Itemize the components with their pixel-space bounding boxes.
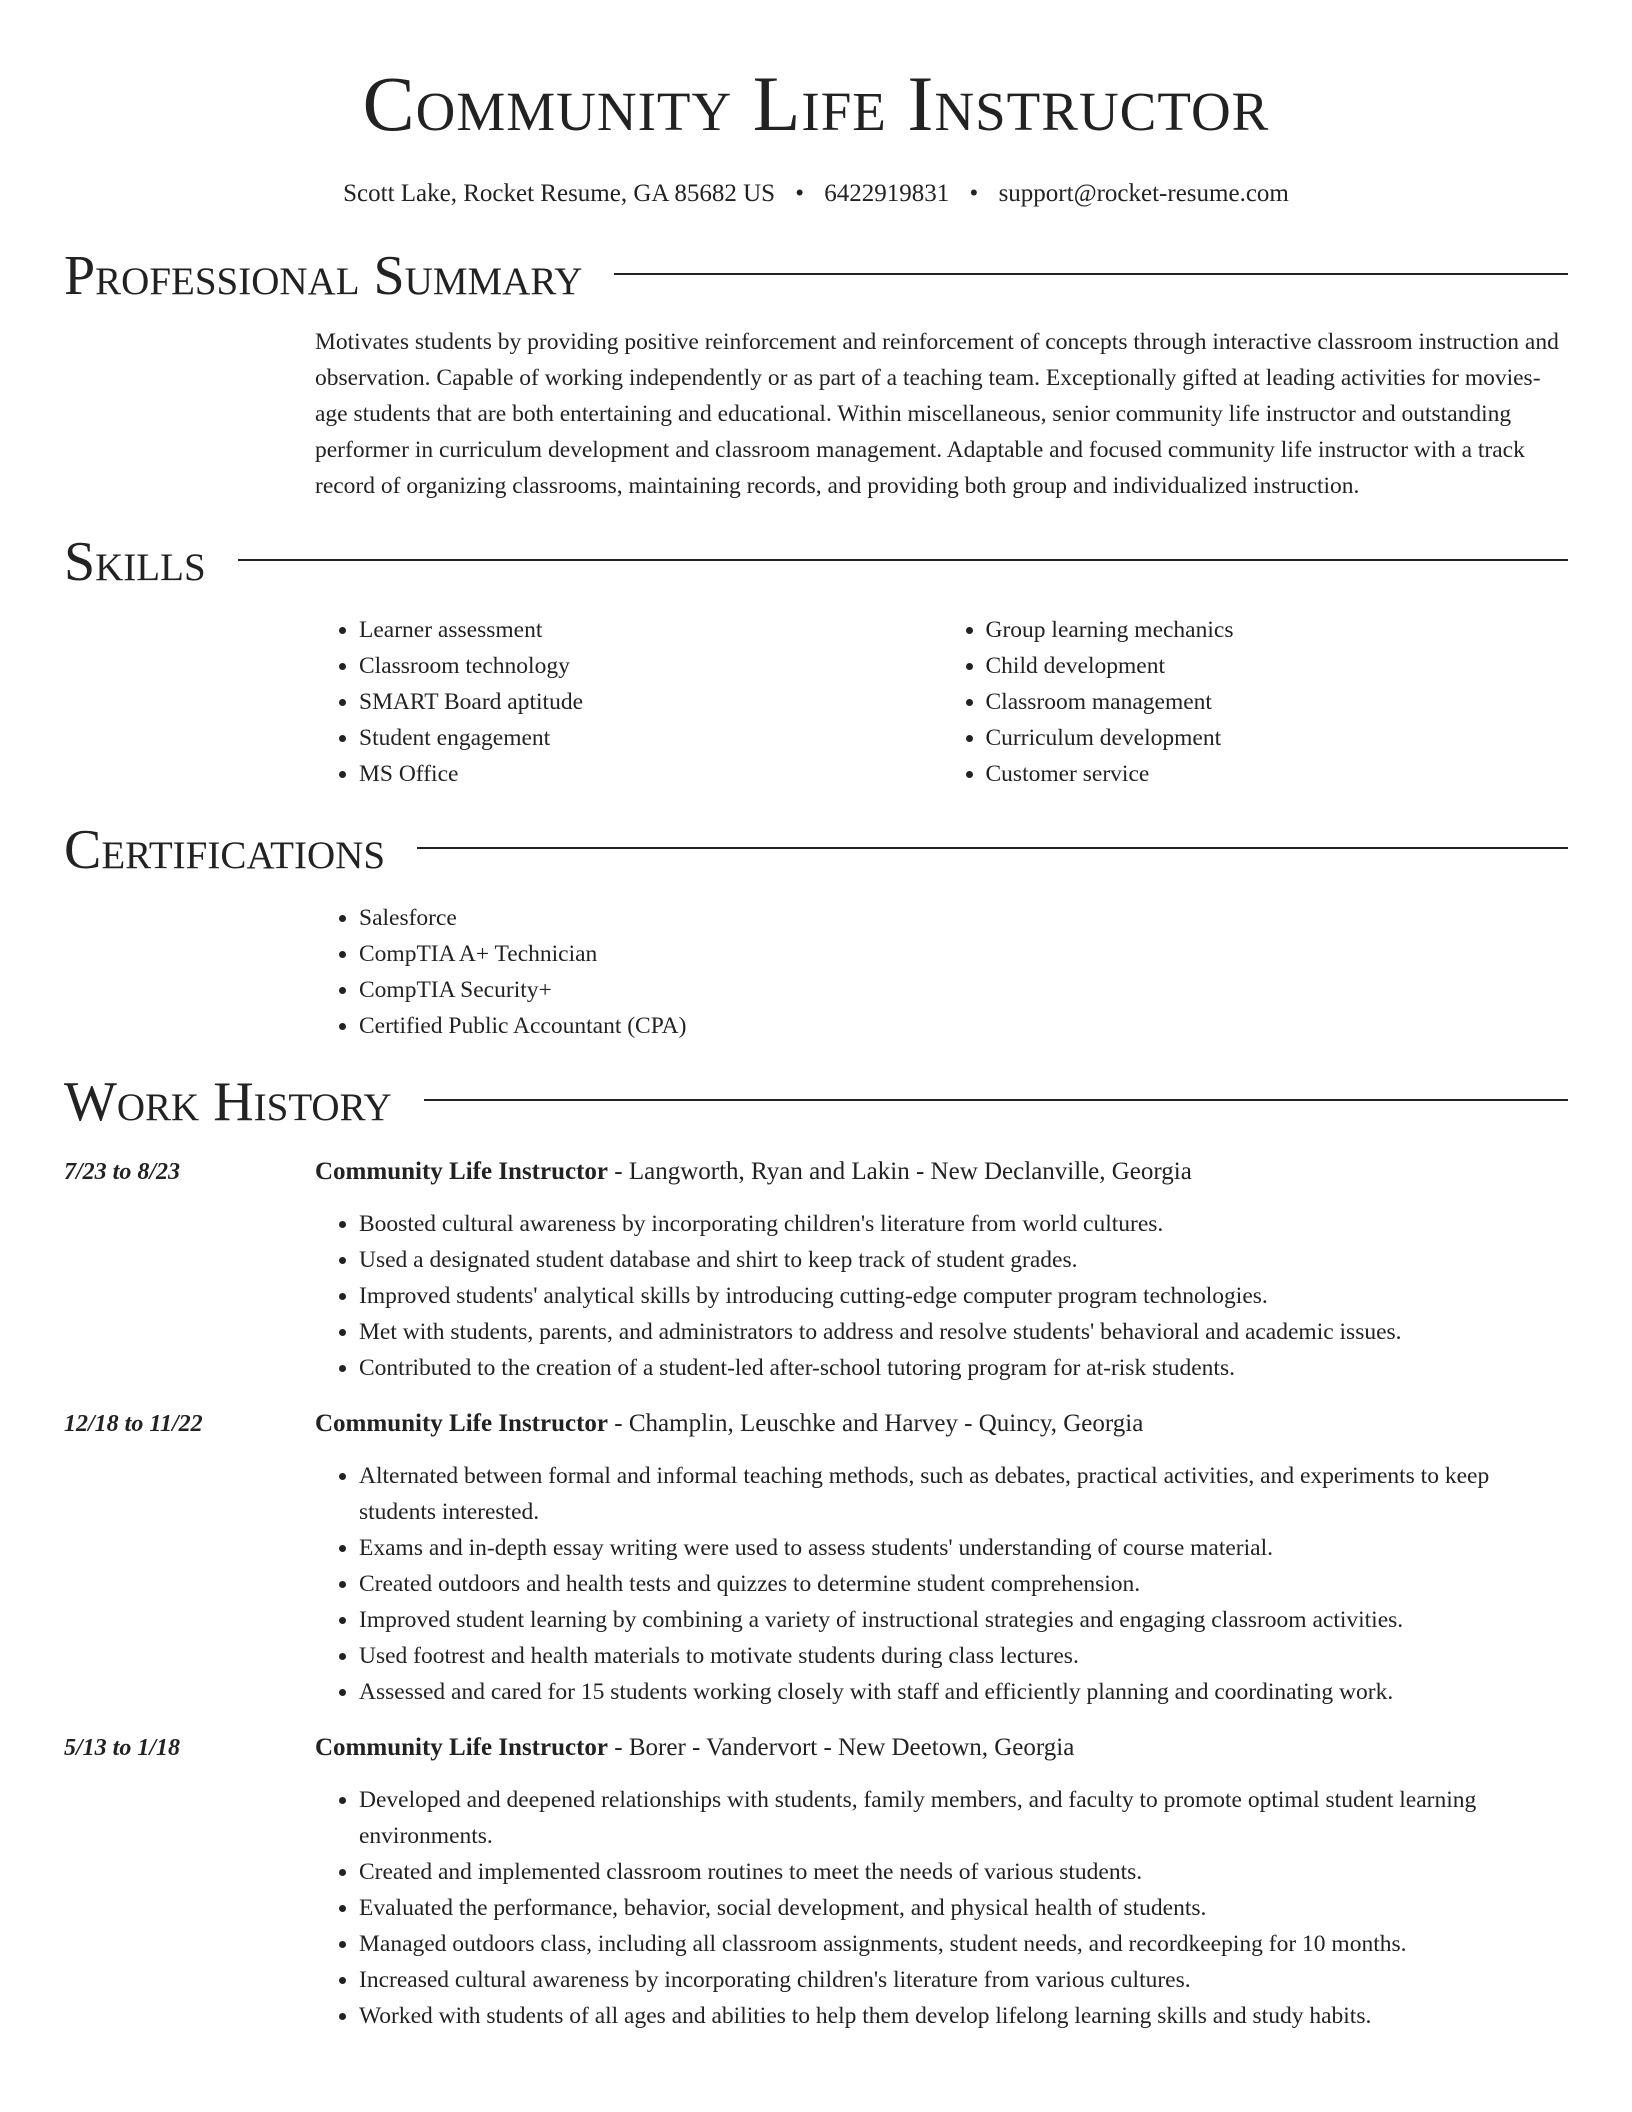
job-dates: 7/23 to 8/23 xyxy=(64,1159,181,1185)
work-section-header xyxy=(64,1066,1568,1138)
summary-text: Motivates students by providing positive reinforcement and reinforcement of concepts through interactive classroom instruction and observation. Capable of working independently or as part of a teaching team. Exceptionally gifted at leading activities for movies-age students that are both entertaining and educational. Within miscellaneous, senior community life instructor and outstanding performer in curriculum development and classroom management. Adaptable and focused community life instructor with a track record of organizing classrooms, maintaining records, and providing both group and individualized instruction. xyxy=(315,329,1559,499)
skill-item: • Customer service xyxy=(986,756,1569,792)
job-bullet: • Managed outdoors class, including all classroom assignments, student needs, and recordkeeping for 10 months. xyxy=(359,1926,1568,1962)
certifications-bullets xyxy=(315,900,1568,1044)
skill-item: • Group learning mechanics xyxy=(986,612,1569,648)
skills-column-left xyxy=(315,612,942,792)
job-title: Community Life Instructor xyxy=(315,1158,609,1185)
contact-phone: 6422919831 xyxy=(824,180,950,207)
job-details xyxy=(315,1728,1568,2034)
job-bullet: • Created outdoors and health tests and quizzes to determine student comprehension. xyxy=(359,1566,1568,1602)
job-bullet: • Contributed to the creation of a student-led after-school tutoring program for at-risk students. xyxy=(359,1350,1568,1386)
skill-item: • Classroom management xyxy=(986,684,1569,720)
job-title: Community Life Instructor xyxy=(315,1410,609,1437)
section-divider xyxy=(238,559,1568,561)
certifications-section-header xyxy=(64,814,1568,886)
summary-section-header xyxy=(64,240,1568,312)
job-entry xyxy=(64,1152,1568,1386)
job-bullet: • Improved student learning by combining a variety of instructional strategies and engaging classroom activities. xyxy=(359,1602,1568,1638)
certifications-list xyxy=(315,900,1568,1044)
skills-list xyxy=(315,612,1568,792)
job-bullet: • Improved students' analytical skills by introducing cutting-edge computer program technologies. xyxy=(359,1278,1568,1314)
work-heading: Work History xyxy=(64,1071,392,1133)
job-employer: - Langworth, Ryan and Lakin - New Declanville, Georgia xyxy=(608,1158,1192,1185)
job-employer: - Champlin, Leuschke and Harvey - Quincy, Georgia xyxy=(608,1410,1144,1437)
skills-section-header xyxy=(64,526,1568,598)
certification-item: • CompTIA Security+ xyxy=(359,972,1568,1008)
skill-item: • Classroom technology xyxy=(359,648,942,684)
job-bullets xyxy=(315,1206,1568,1386)
job-details xyxy=(315,1152,1568,1386)
section-divider xyxy=(417,847,1568,849)
skill-item: • MS Office xyxy=(359,756,942,792)
job-dates: 5/13 to 1/18 xyxy=(64,1735,181,1761)
job-dates: 12/18 to 11/22 xyxy=(64,1411,203,1437)
job-details xyxy=(315,1404,1568,1710)
contact-separator: • xyxy=(795,180,805,207)
job-bullet: • Created and implemented classroom routines to meet the needs of various students. xyxy=(359,1854,1568,1890)
contact-separator: • xyxy=(969,180,979,207)
candidate-title: Community Life Instructor xyxy=(362,60,1270,147)
skill-item: • Child development xyxy=(986,648,1569,684)
certifications-heading: Certifications xyxy=(64,819,386,881)
job-bullet: • Used footrest and health materials to motivate students during class lectures. xyxy=(359,1638,1568,1674)
job-bullets xyxy=(315,1782,1568,2034)
job-bullet: • Boosted cultural awareness by incorporating children's literature from world cultures. xyxy=(359,1206,1568,1242)
job-bullets xyxy=(315,1458,1568,1710)
contact-line xyxy=(64,176,1568,212)
job-employer: - Borer - Vandervort - New Deetown, Georgia xyxy=(608,1734,1075,1761)
skill-item: • Curriculum development xyxy=(986,720,1569,756)
job-bullet: • Worked with students of all ages and abilities to help them develop lifelong learning skills and study habits. xyxy=(359,1998,1568,2034)
certification-item: • Certified Public Accountant (CPA) xyxy=(359,1008,1568,1044)
job-bullet: • Developed and deepened relationships with students, family members, and faculty to promote optimal student learning environments. xyxy=(359,1782,1568,1854)
job-heading xyxy=(315,1728,1568,1768)
job-entry xyxy=(64,1728,1568,2034)
job-bullet: • Exams and in-depth essay writing were used to assess students' understanding of course material. xyxy=(359,1530,1568,1566)
job-bullet: • Met with students, parents, and administrators to address and resolve students' behavioral and academic issues. xyxy=(359,1314,1568,1350)
job-heading xyxy=(315,1404,1568,1444)
job-bullet: • Evaluated the performance, behavior, social development, and physical health of students. xyxy=(359,1890,1568,1926)
job-bullet: • Assessed and cared for 15 students working closely with staff and efficiently planning and coordinating work. xyxy=(359,1674,1568,1710)
summary-heading: Professional Summary xyxy=(64,245,583,307)
job-bullet: • Increased cultural awareness by incorporating children's literature from various cultures. xyxy=(359,1962,1568,1998)
skill-item: • Student engagement xyxy=(359,720,942,756)
job-title: Community Life Instructor xyxy=(315,1734,609,1761)
certification-item: • CompTIA A+ Technician xyxy=(359,936,1568,972)
job-bullet: • Alternated between formal and informal teaching methods, such as debates, practical activities, and experiments to keep students interested. xyxy=(359,1458,1568,1530)
certification-item: • Salesforce xyxy=(359,900,1568,936)
contact-address: Scott Lake, Rocket Resume, GA 85682 US xyxy=(343,180,776,207)
job-entry xyxy=(64,1404,1568,1710)
skill-item: • SMART Board aptitude xyxy=(359,684,942,720)
skills-column-right xyxy=(942,612,1569,792)
section-divider xyxy=(614,273,1568,275)
section-divider xyxy=(424,1099,1568,1101)
contact-email: support@rocket-resume.com xyxy=(998,180,1289,207)
skill-item: • Learner assessment xyxy=(359,612,942,648)
job-heading xyxy=(315,1152,1568,1192)
job-bullet: • Used a designated student database and shirt to keep track of student grades. xyxy=(359,1242,1568,1278)
skills-heading: Skills xyxy=(64,531,206,593)
